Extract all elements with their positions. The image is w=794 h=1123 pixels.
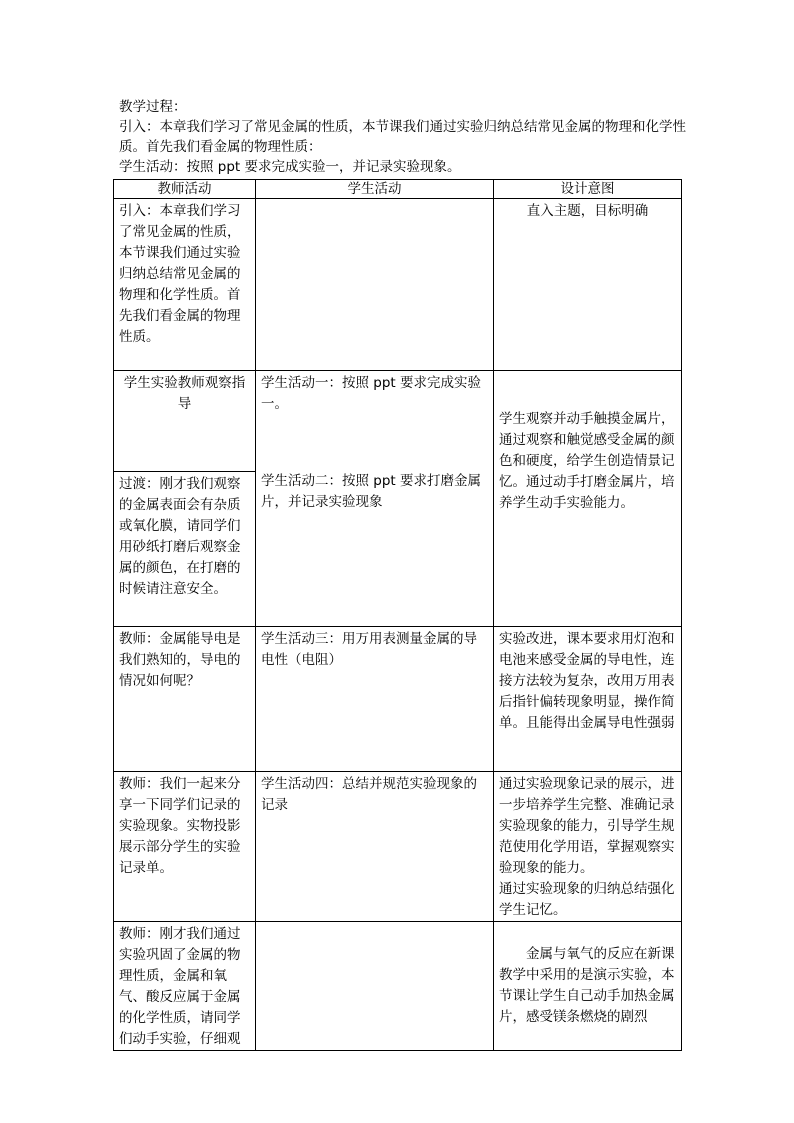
header-design-intent: 设计意图 <box>494 180 682 199</box>
row5-teacher: 教师：刚才我们通过实验巩固了金属的物理性质，金属和氧气、酸反应属于金属的化学性质，请同学们动手实验，仔细观 <box>114 922 256 1051</box>
table-row <box>114 371 682 472</box>
row4-intent <box>494 772 682 922</box>
process-heading: 教学过程： <box>119 99 187 115</box>
row2-student <box>256 371 494 627</box>
row1-teacher: 引入：本章我们学习了常见金属的性质，本节课我们通过实验归纳总结常见金属的物理和化学性质。首先我们看金属的物理性质。 <box>114 199 256 371</box>
table-row <box>114 627 682 772</box>
row5-intent <box>494 922 682 1051</box>
row3-student: 学生活动三：用万用表测量金属的导电性（电阻） <box>256 627 494 772</box>
table-row <box>114 772 682 922</box>
intro-lead: 引入：本章我们学习了常见金属的性质，本节课我们通过实验归纳总结常见金属的物理和化学性质。首先我们看金属的物理性质： <box>119 119 686 155</box>
row4-teacher: 教师：我们一起来分享一下同学们记录的实验现象。实物投影展示部分学生的实验记录单。 <box>114 772 256 922</box>
intro-section <box>119 97 689 177</box>
row2-intent-text: 学生观察并动手触摸金属片，通过观察和触觉感受金属的颜色和硬度，给学生创造情景记忆。通过动手打磨金属片，培养学生动手实验能力。 <box>499 411 675 511</box>
row3-teacher: 教师：金属能导电是我们熟知的，导电的情况如何呢？ <box>114 627 256 772</box>
table-row <box>114 199 682 371</box>
intro-activity: 学生活动：按照 ppt 要求完成实验一，并记录实验现象。 <box>119 159 461 175</box>
row2-student-b: 学生活动二：按照 ppt 要求打磨金属片，并记录实验现象 <box>261 473 482 510</box>
header-teacher-activity: 教师活动 <box>114 180 256 199</box>
row4-intent-b: 通过实验现象的归纳总结强化学生记忆。 <box>499 881 675 918</box>
row4-student: 学生活动四：总结并规范实验现象的记录 <box>256 772 494 922</box>
row4-intent-a: 通过实验现象记录的展示，进一步培养学生完整、准确记录实验现象的能力，引导学生规范使用化学用语，掌握观察实验现象的能力。 <box>499 776 675 876</box>
row5-intent-text: 金属与氧气的反应在新课教学中采用的是演示实验，本节课让学生自己动手加热金属片，感受镁条燃烧的剧烈 <box>499 946 675 1025</box>
table-row <box>114 922 682 1051</box>
lesson-plan-table <box>113 179 682 1051</box>
row2-student-a: 学生活动一：按照 ppt 要求完成实验一。 <box>261 375 482 412</box>
row2-teacher-a: 学生实验教师观察指导 <box>114 371 256 472</box>
table-header-row <box>114 180 682 199</box>
row2-teacher-b: 过渡：刚才我们观察的金属表面会有杂质或氧化膜，请同学们用砂纸打磨后观察金属的颜色，在打磨的时候请注意安全。 <box>114 472 256 627</box>
row3-intent: 实验改进，课本要求用灯泡和电池来感受金属的导电性，连接方法较为复杂，改用万用表后指针偏转现象明显，操作简单。且能得出金属导电性强弱 <box>494 627 682 772</box>
row1-intent: 直入主题，目标明确 <box>494 199 682 371</box>
row1-student <box>256 199 494 371</box>
row2-intent <box>494 371 682 627</box>
header-student-activity: 学生活动 <box>256 180 494 199</box>
row5-student <box>256 922 494 1051</box>
